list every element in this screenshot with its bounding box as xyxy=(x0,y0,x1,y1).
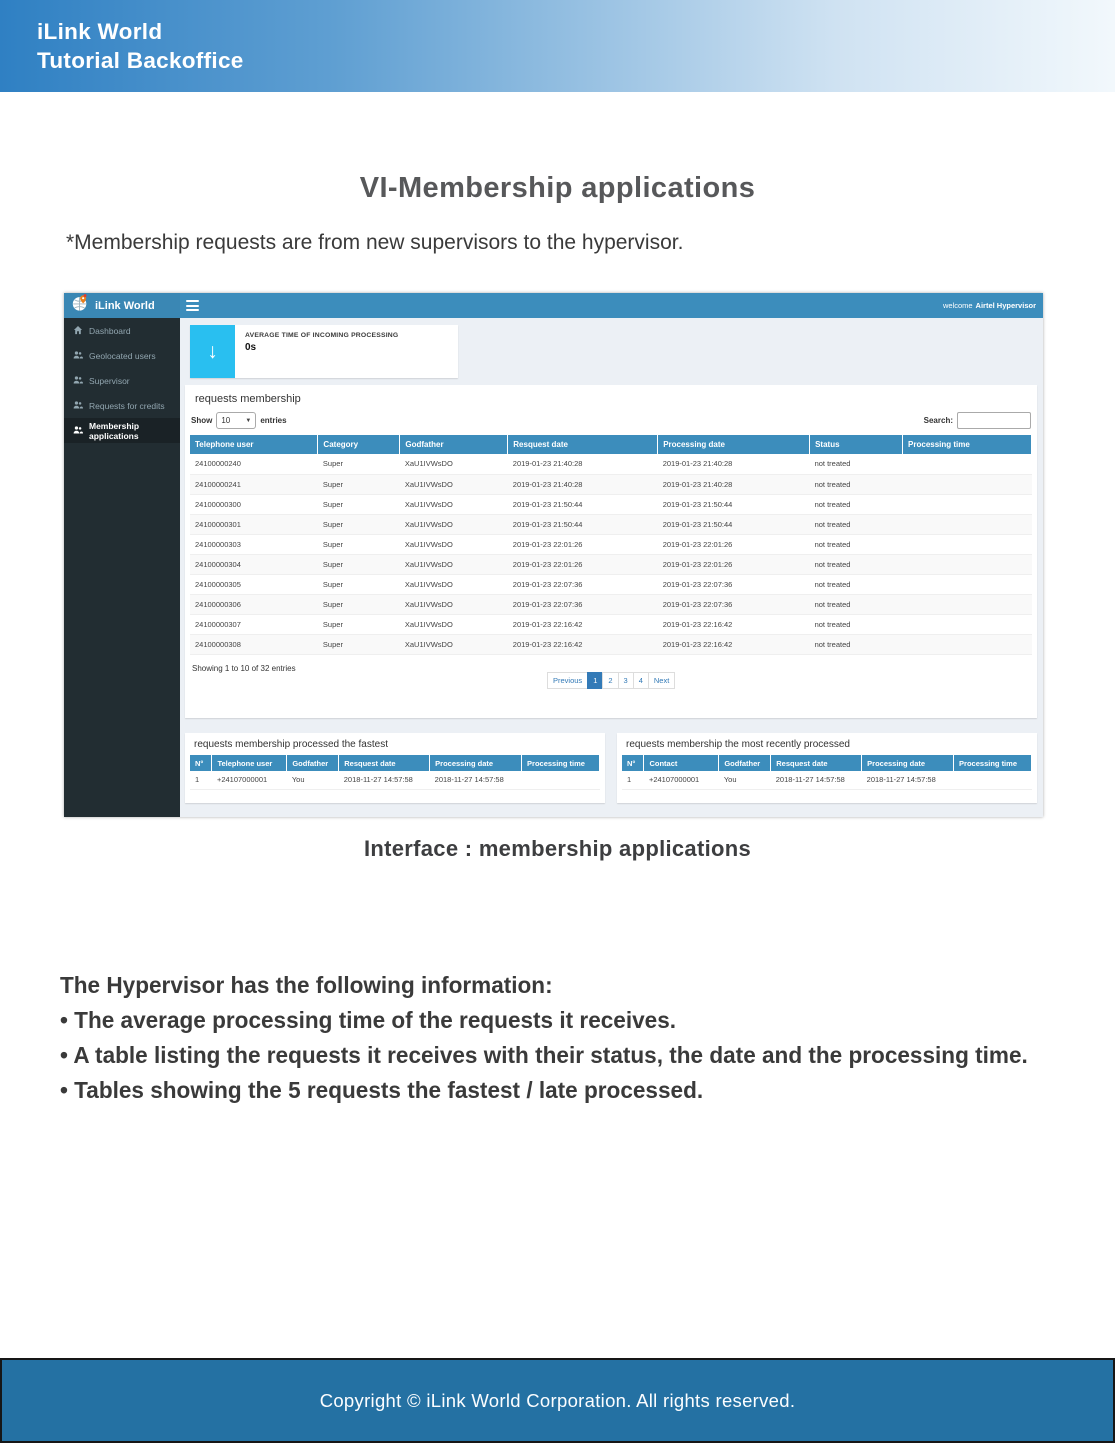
chevron-down-icon: ▼ xyxy=(245,417,252,424)
table-cell: Super xyxy=(318,574,400,594)
column-header[interactable]: N° xyxy=(190,755,212,771)
table-cell: not treated xyxy=(810,594,903,614)
table-cell: Super xyxy=(318,494,400,514)
figure-caption: Interface : membership applications xyxy=(363,836,752,861)
table-cell: XaU1IVWsDO xyxy=(400,514,508,534)
column-header[interactable]: Resquest date xyxy=(771,755,862,771)
panel-title: requests membership the most recently processed xyxy=(626,739,850,750)
sidebar-item-dashboard[interactable] xyxy=(64,318,180,343)
table-cell: 2019-01-23 21:50:44 xyxy=(658,514,810,534)
users-icon xyxy=(73,400,83,412)
users-icon xyxy=(73,375,83,387)
column-header[interactable]: Godfather xyxy=(287,755,339,771)
users-icon xyxy=(73,425,83,437)
table-row xyxy=(190,474,1032,494)
table-cell: +24107000001 xyxy=(212,771,287,789)
search-input[interactable] xyxy=(957,412,1031,429)
table-cell: 2019-01-23 22:01:26 xyxy=(658,554,810,574)
column-header[interactable]: Telephone user xyxy=(190,435,318,454)
welcome-user: Airtel Hypervisor xyxy=(975,301,1036,310)
sidebar-item-label: Geolocated users xyxy=(89,350,156,361)
table-cell: 2019-01-23 21:40:28 xyxy=(508,454,658,474)
panel-title: requests membership xyxy=(195,393,301,405)
table-cell: XaU1IVWsDO xyxy=(400,614,508,634)
column-header[interactable]: Resquest date xyxy=(339,755,430,771)
table-cell: 2019-01-23 22:01:26 xyxy=(508,534,658,554)
entries-label: entries xyxy=(260,416,287,425)
table-cell: 2018-11-27 14:57:58 xyxy=(771,771,862,789)
table-cell: 2019-01-23 21:40:28 xyxy=(658,454,810,474)
body-intro: The Hypervisor has the following information: xyxy=(60,972,553,998)
table-cell: You xyxy=(719,771,771,789)
sidebar-item-label: Requests for credits xyxy=(89,400,165,411)
table-cell: 2019-01-23 22:07:36 xyxy=(508,594,658,614)
table-cell: Super xyxy=(318,514,400,534)
column-header[interactable]: Status xyxy=(810,435,903,454)
down-arrow-icon: ↓ xyxy=(190,325,235,378)
table-cell: 2018-11-27 14:57:58 xyxy=(862,771,954,789)
column-header[interactable]: Category xyxy=(318,435,400,454)
copyright-text: Copyright © iLink World Corporation. All rights reserved. xyxy=(319,1389,796,1411)
column-header[interactable]: Processing date xyxy=(658,435,810,454)
table-cell: not treated xyxy=(810,574,903,594)
table-cell xyxy=(903,474,1032,494)
table-cell: 24100000303 xyxy=(190,534,318,554)
table-cell: XaU1IVWsDO xyxy=(400,634,508,654)
table-cell: 2019-01-23 21:40:28 xyxy=(508,474,658,494)
table-cell: Super xyxy=(318,454,400,474)
table-cell: Super xyxy=(318,474,400,494)
table-cell: Super xyxy=(318,594,400,614)
table-cell: Super xyxy=(318,614,400,634)
table-row xyxy=(190,494,1032,514)
table-cell: 24100000241 xyxy=(190,474,318,494)
table-cell: 1 xyxy=(190,771,212,789)
table-cell: XaU1IVWsDO xyxy=(400,534,508,554)
menu-toggle-button[interactable] xyxy=(186,300,199,311)
table-cell: Super xyxy=(318,534,400,554)
table-row xyxy=(190,634,1032,654)
table-row xyxy=(190,614,1032,634)
table-cell: not treated xyxy=(810,494,903,514)
table-cell: 2019-01-23 21:50:44 xyxy=(508,494,658,514)
column-header[interactable]: Processing time xyxy=(903,435,1032,454)
header-line1: iLink World xyxy=(37,19,163,44)
table-cell: 24100000307 xyxy=(190,614,318,634)
sidebar-item-requests-for-credits[interactable] xyxy=(64,393,180,418)
table-cell: 2019-01-23 21:50:44 xyxy=(508,514,658,534)
table-cell: XaU1IVWsDO xyxy=(400,454,508,474)
welcome-text: welcome Airtel Hypervisor xyxy=(942,301,1036,310)
table-cell: XaU1IVWsDO xyxy=(400,474,508,494)
table-cell: not treated xyxy=(810,534,903,554)
table-cell xyxy=(903,534,1032,554)
pagination-next-button[interactable]: Next xyxy=(648,672,675,689)
column-header[interactable]: N° xyxy=(622,755,644,771)
show-entries-select[interactable]: 10 ▼ xyxy=(216,412,256,429)
pagination-page-2[interactable]: 2 xyxy=(602,672,618,689)
table-cell: 24100000304 xyxy=(190,554,318,574)
app-brand: iLink World xyxy=(95,299,155,312)
page-note: *Membership requests are from new supervisors to the hypervisor. xyxy=(66,231,684,254)
sidebar-item-label: Supervisor xyxy=(89,375,130,386)
table-cell: 2019-01-23 22:07:36 xyxy=(658,594,810,614)
body-text xyxy=(60,968,1070,1108)
table-cell: not treated xyxy=(810,614,903,634)
table-row xyxy=(190,554,1032,574)
avg-processing-info-box xyxy=(190,325,458,378)
table-cell: Super xyxy=(318,554,400,574)
sidebar-item-supervisor[interactable] xyxy=(64,368,180,393)
pagination-page-4[interactable]: 4 xyxy=(633,672,649,689)
pagination-previous-button[interactable]: Previous xyxy=(547,672,588,689)
column-header[interactable]: Resquest date xyxy=(508,435,658,454)
table-cell xyxy=(903,574,1032,594)
document-footer xyxy=(0,1358,1115,1443)
ilink-globe-pin-icon xyxy=(71,294,89,317)
body-bullet: • A table listing the requests it receives with their status, the date and the processing time. xyxy=(60,1042,1028,1068)
table-cell: not treated xyxy=(810,474,903,494)
info-box-label: AVERAGE TIME OF INCOMING PROCESSING xyxy=(245,332,399,339)
app-content xyxy=(180,318,1043,817)
table-cell xyxy=(522,771,600,789)
app-screenshot xyxy=(64,293,1043,817)
table-cell: 24100000300 xyxy=(190,494,318,514)
table-cell: 1 xyxy=(622,771,644,789)
app-logo[interactable] xyxy=(64,293,180,318)
table-cell: 2019-01-23 22:07:36 xyxy=(658,574,810,594)
body-bullet: • Tables showing the 5 requests the fastest / late processed. xyxy=(60,1077,704,1103)
table-cell: XaU1IVWsDO xyxy=(400,494,508,514)
sidebar-item-membership-applications[interactable] xyxy=(64,418,180,443)
table-cell: XaU1IVWsDO xyxy=(400,574,508,594)
table-cell: 24100000240 xyxy=(190,454,318,474)
column-header[interactable]: Godfather xyxy=(400,435,508,454)
table-cell xyxy=(903,594,1032,614)
table-cell: 2019-01-23 21:40:28 xyxy=(658,474,810,494)
table-row xyxy=(190,454,1032,474)
table-cell: You xyxy=(287,771,339,789)
table-cell: 2019-01-23 22:01:26 xyxy=(508,554,658,574)
fastest-processed-panel xyxy=(185,733,605,803)
users-icon xyxy=(73,350,83,362)
table-cell: 24100000306 xyxy=(190,594,318,614)
table-cell xyxy=(903,554,1032,574)
table-cell: +24107000001 xyxy=(644,771,719,789)
requests-table xyxy=(190,435,1032,655)
table-row xyxy=(190,514,1032,534)
table-cell xyxy=(903,634,1032,654)
document-header xyxy=(0,0,1115,92)
column-header[interactable]: Processing date xyxy=(862,755,954,771)
panel-title: requests membership processed the fastest xyxy=(194,739,388,750)
show-label: Show xyxy=(191,416,213,425)
column-header[interactable]: Godfather xyxy=(719,755,771,771)
table-row xyxy=(190,771,600,789)
table-cell: 2019-01-23 22:16:42 xyxy=(508,634,658,654)
sidebar-item-label: Dashboard xyxy=(89,325,131,336)
table-cell: 24100000305 xyxy=(190,574,318,594)
info-box-value: 0s xyxy=(245,342,257,353)
column-header[interactable]: Contact xyxy=(644,755,719,771)
fastest-table xyxy=(190,755,600,790)
home-icon xyxy=(73,325,83,337)
table-cell: 2019-01-23 22:16:42 xyxy=(658,634,810,654)
table-cell: Super xyxy=(318,634,400,654)
table-cell: XaU1IVWsDO xyxy=(400,594,508,614)
pagination xyxy=(548,672,675,689)
column-header[interactable]: Processing time xyxy=(954,755,1032,771)
pagination-page-1[interactable]: 1 xyxy=(587,672,603,689)
table-cell: not treated xyxy=(810,514,903,534)
table-cell: 2018-11-27 14:57:58 xyxy=(339,771,430,789)
table-cell: 2019-01-23 22:16:42 xyxy=(658,614,810,634)
app-navbar xyxy=(64,293,1043,318)
table-cell: XaU1IVWsDO xyxy=(400,554,508,574)
sidebar-item-label: Membership applications xyxy=(89,420,140,441)
page-title: VI-Membership applications xyxy=(359,172,756,204)
table-row xyxy=(190,574,1032,594)
header-line2: Tutorial Backoffice xyxy=(37,48,244,73)
table-cell: not treated xyxy=(810,554,903,574)
search-label: Search: xyxy=(923,416,953,425)
table-cell xyxy=(954,771,1032,789)
column-header[interactable]: Processing date xyxy=(430,755,522,771)
table-cell xyxy=(903,454,1032,474)
table-summary: Showing 1 to 10 of 32 entries xyxy=(192,663,296,673)
pagination-page-3[interactable]: 3 xyxy=(618,672,634,689)
recent-table xyxy=(622,755,1032,790)
table-cell: 2019-01-23 22:01:26 xyxy=(658,534,810,554)
table-cell: not treated xyxy=(810,634,903,654)
table-row xyxy=(190,594,1032,614)
table-cell xyxy=(903,614,1032,634)
column-header[interactable]: Telephone user xyxy=(212,755,287,771)
requests-membership-panel xyxy=(185,385,1037,718)
table-row xyxy=(190,534,1032,554)
recently-processed-panel xyxy=(617,733,1037,803)
table-row xyxy=(622,771,1032,789)
table-cell: 2018-11-27 14:57:58 xyxy=(430,771,522,789)
sidebar-item-geolocated-users[interactable] xyxy=(64,343,180,368)
table-cell: 2019-01-23 21:50:44 xyxy=(658,494,810,514)
table-cell: 2019-01-23 22:16:42 xyxy=(508,614,658,634)
body-bullet: • The average processing time of the requests it receives. xyxy=(60,1007,677,1033)
table-cell xyxy=(903,494,1032,514)
table-cell: 24100000301 xyxy=(190,514,318,534)
table-cell xyxy=(903,514,1032,534)
app-sidebar xyxy=(64,318,180,817)
table-cell: 2019-01-23 22:07:36 xyxy=(508,574,658,594)
table-cell: not treated xyxy=(810,454,903,474)
column-header[interactable]: Processing time xyxy=(522,755,600,771)
table-cell: 24100000308 xyxy=(190,634,318,654)
